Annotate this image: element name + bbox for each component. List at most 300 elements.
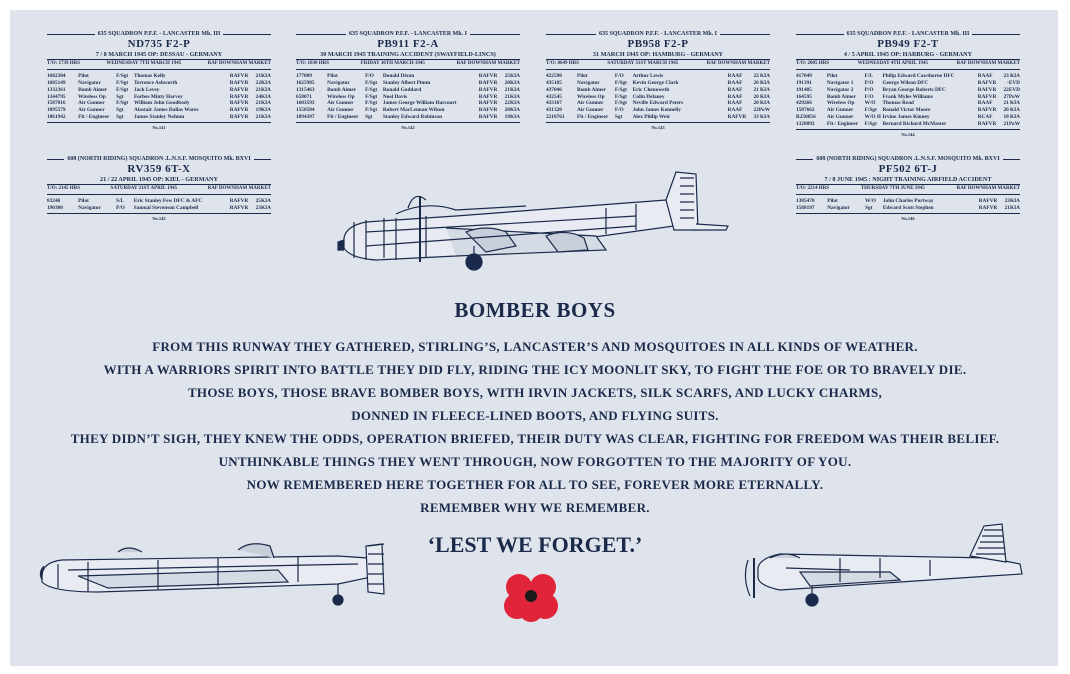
age: 22: [255, 79, 261, 86]
poem-line: FROM THIS RUNWAY THEY GATHERED, STIRLING’S, LANCASTER’S AND MOSQUITOES IN ALL KINDS OF WEATHER.: [152, 339, 918, 354]
air-force: RAFVR: [977, 93, 997, 100]
age: 22: [1003, 86, 1009, 93]
takeoff-line: [796, 186, 1020, 193]
crew-row: [296, 100, 520, 107]
takeoff-day: SATURDAY 21ST APRIL 1945: [110, 185, 178, 191]
status: EVD: [1008, 86, 1020, 93]
age: 21: [255, 86, 261, 93]
status: KIA: [260, 72, 271, 79]
status: KIA: [1009, 107, 1020, 114]
divider: [546, 122, 770, 123]
status: PoW: [758, 107, 770, 114]
service-number: 431320: [546, 107, 562, 114]
age: 20: [1003, 107, 1009, 114]
squadron-name: 608 (NORTH RIDING) SQUADRON .L.N.S.F. MOSQUITO Mk. BXVI: [816, 156, 1000, 162]
rank: F/Sgt: [365, 93, 378, 100]
age: 19: [255, 107, 261, 114]
aircraft-serial: PB911 F2-A: [377, 37, 439, 50]
service-number: 1603593: [296, 100, 315, 107]
rank: F/Sgt: [116, 72, 129, 79]
operation-line: 31 MARCH 1945 OP: HAMBURG - GERMANY: [592, 50, 724, 58]
rank: F/Sgt: [864, 107, 877, 114]
rank: F/Sgt: [116, 100, 129, 107]
crew-role: Wireless Op: [577, 93, 605, 100]
crew-role: Bomb Aimer: [577, 86, 606, 93]
crew-role: Air Gunner: [577, 107, 604, 114]
crew-role: Navigator: [827, 204, 850, 211]
crew-row: [47, 87, 271, 94]
rank: W/O: [864, 100, 876, 107]
crew-row: [47, 114, 271, 121]
crew-card-pb958: [546, 31, 770, 132]
service-number: 429266: [796, 100, 812, 107]
age: 25: [255, 197, 261, 204]
crew-role: Air Gunner: [78, 107, 105, 114]
crew-role: Flt / Engineer: [78, 114, 110, 121]
crew-role: Flt / Engineer: [577, 114, 609, 121]
crew-row: [546, 73, 770, 80]
takeoff-time: T/O: 2005 HRS: [796, 60, 830, 66]
age: 20: [753, 93, 759, 100]
air-force: RAFVR: [229, 114, 249, 121]
service-number: 422590: [546, 72, 562, 79]
crew-role: Pilot: [826, 72, 838, 79]
base-name: RAF DOWNHAM MARKET: [956, 185, 1020, 191]
air-force: RAFVR: [229, 100, 249, 107]
rank: F/Sgt: [614, 100, 627, 107]
divider: [47, 122, 271, 123]
service-number: 1344795: [47, 93, 66, 100]
crew-role: Navigator 1: [826, 79, 854, 86]
air-force: RAAF: [727, 72, 743, 79]
crew-name: Frank Myles Williams: [882, 93, 933, 100]
rank: F/Sgt: [614, 79, 627, 86]
squadron-name: 635 SQUADRON P.F.F. - LANCASTER Mk. III: [97, 31, 221, 37]
rank: F/O: [864, 93, 874, 100]
takeoff-day: SATURDAY 31ST MARCH 1945: [607, 60, 679, 66]
closing-line: ‘LEST WE FORGET.’: [427, 532, 643, 557]
poem-line: REMEMBER WHY WE REMEMBER.: [420, 500, 650, 515]
air-force: RAAF: [727, 79, 743, 86]
age: 23: [1004, 197, 1010, 204]
air-force: RAFVR: [229, 93, 249, 100]
crew-name: Stanley Edward Robinson: [382, 114, 443, 121]
air-force: RCAF: [977, 114, 993, 121]
card-number: No.144: [901, 132, 915, 138]
base-name: RAF DOWNHAM MARKET: [456, 60, 520, 66]
poem-line: THEY DIDN’T SIGH, THEY KNEW THE ODDS, OPERATION BRIEFED, THEIR DUTY WAS CLEAR, FIGHTING FOR FREEDOM WAS THEIR BELIEF.: [70, 431, 1000, 446]
status: KIA: [260, 79, 271, 86]
age: 21: [255, 114, 261, 121]
age: 24: [255, 93, 261, 100]
service-number: 1385470: [796, 197, 815, 204]
service-number: 437046: [546, 86, 562, 93]
crew-row: [796, 94, 1020, 101]
divider: [546, 59, 770, 60]
rank: Sgt: [865, 204, 873, 211]
age: 21: [1003, 121, 1009, 128]
status: PoW: [1008, 93, 1020, 100]
rank: F/Sgt: [116, 86, 129, 93]
crew-role: Pilot: [78, 197, 89, 204]
status: KIA: [759, 86, 770, 93]
air-force: RAFVR: [229, 86, 249, 93]
rank: F/Sgt: [365, 107, 378, 114]
squadron-header: [296, 31, 520, 38]
crew-name: Noel Davis: [382, 93, 408, 100]
air-force: RAAF: [727, 100, 743, 107]
crew-name: Kevin George Clark: [632, 79, 679, 86]
takeoff-time: T/O: 1030 HRS: [296, 60, 330, 66]
operation-line: 30 MARCH 1945 TRAINING ACCIDENT (SWAYFIELD-LINCS): [320, 50, 496, 58]
crew-name: Colin Delaney: [632, 93, 665, 100]
crew-name: Terrence Ashworth: [133, 79, 178, 86]
crew-role: Bomb Aimer: [78, 86, 108, 93]
takeoff-line: [796, 61, 1020, 68]
operation-line: 4 / 5 APRIL 1945 OP: HARBURG - GERMANY: [843, 50, 973, 58]
crew-row: [47, 205, 271, 212]
status: KIA: [509, 93, 520, 100]
crew-role: Air Gunner: [826, 107, 854, 114]
crew-name: Bernard Richard McMaster: [882, 121, 947, 128]
crew-card-pf502: [796, 156, 1020, 223]
crew-table: [796, 198, 1020, 212]
takeoff-day: WEDNESDAY 7TH MARCH 1945: [106, 60, 182, 66]
card-number: No.143: [651, 125, 665, 131]
age: 23: [255, 204, 261, 211]
crew-role: Wireless Op: [826, 100, 855, 107]
age: 21: [504, 93, 510, 100]
age: 23: [1003, 72, 1009, 79]
crew-role: Bomb Aimer: [826, 93, 856, 100]
poem-line: UNTHINKABLE THINGS THEY WENT THROUGH, NOW FORGOTTEN TO THE MAJORITY OF YOU.: [218, 454, 852, 469]
crew-name: Thomas Kelly: [133, 72, 166, 79]
crew-name: John Charles Portway: [882, 197, 934, 204]
status: KIA: [509, 114, 520, 121]
squadron-name: 635 SQUADRON P.F.F. - LANCASTER Mk. I: [348, 31, 468, 37]
crew-role: Navigator: [78, 79, 101, 86]
age: 20: [753, 100, 759, 107]
squadron-header: [796, 31, 1020, 38]
status: KIA: [1009, 114, 1020, 121]
air-force: RAFVR: [727, 114, 747, 121]
status: KIA: [260, 93, 271, 100]
crew-table: [796, 73, 1020, 128]
takeoff-time: T/O: 2145 HRS: [47, 185, 81, 191]
crew-table: [47, 198, 271, 212]
status: KIA: [1009, 72, 1020, 79]
crew-table: [296, 73, 520, 121]
status: KIA: [260, 197, 271, 204]
status: KIA: [509, 79, 520, 86]
crew-name: Irvine James Kinney: [882, 114, 930, 121]
service-number: 1682304: [47, 72, 66, 79]
air-force: RAFVR: [478, 100, 498, 107]
status: KIA: [260, 86, 271, 93]
crew-row: [47, 107, 271, 114]
crew-name: William John Goodbody: [133, 100, 190, 107]
crew-name: Philip Edward Cawthorne DFC: [882, 72, 955, 79]
squadron-header: [546, 31, 770, 38]
crew-name: James Stanley Nohum: [133, 114, 185, 121]
crew-card-rv359: [47, 156, 271, 223]
takeoff-time: T/O: 0649 HRS: [546, 60, 580, 66]
crew-row: [796, 114, 1020, 121]
divider: [47, 194, 271, 195]
status: KIA: [260, 114, 271, 121]
poppy-icon: [502, 570, 560, 624]
crew-role: Air Gunner: [826, 114, 854, 121]
service-number: 417049: [796, 72, 812, 79]
rank: Sgt: [365, 114, 373, 121]
crew-row: [296, 87, 520, 94]
divider: [47, 59, 271, 60]
age: 18: [1003, 114, 1009, 121]
age: 22: [753, 72, 759, 79]
air-force: RAFVR: [478, 79, 498, 86]
takeoff-time: T/O: 1739 HRS: [47, 60, 81, 66]
crew-table: [47, 73, 271, 121]
crew-role: Navigator: [327, 79, 350, 86]
service-number: 191405: [796, 86, 812, 93]
air-force: RAFVR: [229, 197, 249, 204]
crew-row: [796, 121, 1020, 128]
service-number: 1558504: [296, 107, 315, 114]
age: 21: [1004, 204, 1010, 211]
base-name: RAF DOWNHAM MARKET: [706, 60, 770, 66]
crew-row: [546, 94, 770, 101]
divider: [796, 59, 1020, 60]
status: KIA: [260, 100, 271, 107]
page-title: BOMBER BOYS: [454, 298, 616, 322]
takeoff-line: [47, 61, 271, 68]
base-name: RAF DOWNHAM MARKET: [207, 60, 271, 66]
service-number: 432545: [546, 93, 562, 100]
takeoff-time: T/O: 2214 HRS: [796, 185, 830, 191]
service-number: 2218761: [546, 114, 565, 121]
divider: [796, 129, 1020, 130]
air-force: RAFVR: [977, 79, 997, 86]
poem-line: THOSE BOYS, THOSE BRAVE BOMBER BOYS, WITH IRVIN JACKETS, SILK SCARFS, AND LUCKY CHARMS,: [187, 385, 883, 400]
age: 25: [504, 72, 510, 79]
crew-row: [796, 100, 1020, 107]
air-force: RAFVR: [478, 72, 498, 79]
status: KIA: [509, 72, 520, 79]
crew-row: [47, 100, 271, 107]
rank: W/O: [865, 197, 876, 204]
rank: F/O: [365, 72, 374, 79]
air-force: RAFVR: [478, 93, 498, 100]
age: 21: [504, 86, 510, 93]
age: 21: [753, 86, 759, 93]
crew-row: [796, 80, 1020, 87]
status: KIA: [759, 72, 770, 79]
rank: W/O II: [864, 114, 881, 121]
crew-name: Stanley Albert Pimm: [382, 79, 431, 86]
aircraft-serial: ND735 F2-P: [127, 37, 191, 50]
crew-row: [796, 205, 1020, 212]
crew-role: Navigator: [78, 204, 101, 211]
divider: [296, 59, 520, 60]
crew-row: [796, 73, 1020, 80]
crew-name: Bryan George Roberts DFC: [882, 86, 946, 93]
rank: F/Sgt: [864, 121, 877, 128]
crew-name: John James Kennelly: [632, 107, 681, 114]
rank: F/Sgt: [116, 79, 129, 86]
air-force: RAAF: [977, 100, 993, 107]
takeoff-line: [296, 61, 520, 68]
service-number: 164595: [796, 93, 812, 100]
crew-card-nd735: [47, 31, 271, 132]
rank: F/Sgt: [614, 86, 627, 93]
crew-row: [47, 94, 271, 101]
service-number: 1588197: [796, 204, 815, 211]
age: 22: [753, 107, 759, 114]
status: KIA: [509, 86, 520, 93]
aircraft-serial: RV359 6T-X: [127, 162, 191, 175]
crew-name: Thomas Read: [882, 100, 914, 107]
crew-role: Pilot: [577, 72, 588, 79]
crew-name: Robert MacLennan Wilson: [382, 107, 445, 114]
crew-role: Air Gunner: [577, 100, 604, 107]
rank: Sgt: [614, 114, 623, 121]
takeoff-line: [47, 186, 271, 193]
service-number: 1332361: [47, 86, 66, 93]
poem-line: DONNED IN FLEECE-LINED BOOTS, AND FLYING SUITS.: [351, 408, 719, 423]
base-name: RAF DOWNHAM MARKET: [207, 185, 271, 191]
aircraft-serial: PB958 F2-P: [627, 37, 689, 50]
age: 20: [504, 107, 510, 114]
operation-line: 21 / 22 APRIL 1945 OP: KIEL - GERMANY: [100, 175, 218, 183]
crew-row: [546, 80, 770, 87]
service-number: 1894397: [296, 114, 315, 121]
crew-role: Wireless Op: [78, 93, 106, 100]
air-force: RAFVR: [977, 86, 997, 93]
crew-role: Flt / Engineer: [327, 114, 359, 121]
squadron-name: 635 SQUADRON P.F.F. - LANCASTER Mk. I: [598, 31, 718, 37]
air-force: RAFVR: [229, 72, 249, 79]
age: 19: [504, 114, 510, 121]
divider: [296, 122, 520, 123]
divider: [47, 69, 271, 70]
operation-line: 7 / 8 MARCH 1945 OP: DESSAU - GERMANY: [95, 50, 223, 58]
age: 21: [255, 100, 261, 107]
air-force: RAFVR: [978, 197, 998, 204]
rank: P/O: [116, 204, 125, 211]
divider: [796, 184, 1020, 185]
air-force: RAFVR: [229, 79, 249, 86]
service-number: 83246: [47, 197, 61, 204]
service-number: 1587016: [47, 100, 66, 107]
service-number: 1861942: [47, 114, 66, 121]
air-force: RAFVR: [977, 121, 997, 128]
air-force: RAFVR: [229, 204, 249, 211]
card-number: No.142: [401, 125, 415, 131]
rank: S/L: [116, 197, 124, 204]
crew-role: Air Gunner: [327, 107, 354, 114]
crew-card-pb911: [296, 31, 520, 132]
crew-row: [796, 198, 1020, 205]
crew-row: [546, 100, 770, 107]
service-number: 1895579: [47, 107, 66, 114]
air-force: RAFVR: [229, 107, 249, 114]
crew-name: Samual Stevenson Campbell: [133, 204, 199, 211]
rank: Sgt: [116, 114, 124, 121]
squadron-header: [47, 31, 271, 38]
service-number: 1315463: [296, 86, 315, 93]
crew-role: Navigator 2: [826, 86, 854, 93]
rank: F/Sgt: [365, 86, 378, 93]
air-force: RAFVR: [978, 204, 998, 211]
rank: F/L: [864, 72, 873, 79]
air-force: RAFVR: [478, 114, 498, 121]
service-number: 177009: [296, 72, 312, 79]
status: KIA: [509, 100, 520, 107]
crew-row: [47, 198, 271, 205]
crew-role: Pilot: [827, 197, 838, 204]
crew-name: Ronald Victor Moore: [882, 107, 931, 114]
divider: [47, 184, 271, 185]
crew-role: Pilot: [327, 72, 338, 79]
rank: F/Sgt: [365, 100, 378, 107]
crew-name: George Wilson DFC: [882, 79, 929, 86]
service-number: 1320892: [796, 121, 815, 128]
rank: Sgt: [116, 93, 124, 100]
status: KIA: [1009, 204, 1020, 211]
status: KIA: [759, 100, 770, 107]
crew-row: [296, 107, 520, 114]
crew-row: [796, 87, 1020, 94]
age: -: [1007, 79, 1009, 86]
card-number: No.146: [901, 215, 915, 221]
aircraft-serial: PF502 6T-J: [878, 162, 938, 175]
crew-role: Air Gunner: [327, 100, 354, 107]
card-number: No.141: [152, 125, 166, 131]
status: KIA: [260, 204, 271, 211]
age: 20: [504, 79, 510, 86]
poem-line: NOW REMEMBERED HERE TOGETHER FOR ALL TO SEE, FOREVER MORE ETERNALLY.: [246, 477, 824, 492]
crew-row: [546, 107, 770, 114]
rank: P/O: [864, 79, 874, 86]
crew-name: Alastair James Dallas Wares: [133, 107, 199, 114]
status: PoW: [1008, 121, 1020, 128]
service-number: 190300: [47, 204, 63, 211]
air-force: RAAF: [977, 72, 993, 79]
age: 27: [1003, 93, 1009, 100]
squadron-name: 635 SQUADRON P.F.F. - LANCASTER Mk. III: [846, 31, 970, 37]
status: KIA: [260, 107, 271, 114]
age: 33: [753, 114, 759, 121]
crew-name: Edward Scott Stephen: [882, 204, 934, 211]
air-force: RAAF: [727, 107, 743, 114]
age: 21: [1003, 100, 1009, 107]
crew-row: [47, 73, 271, 80]
service-number: 1587662: [796, 107, 815, 114]
air-force: RAAF: [727, 86, 743, 93]
status: KIA: [759, 114, 770, 121]
air-force: RAFVR: [977, 107, 997, 114]
air-force: RAFVR: [478, 86, 498, 93]
crew-name: Arthur Lewis: [632, 72, 664, 79]
status: KIA: [1009, 197, 1020, 204]
crew-name: Jack Levey: [133, 86, 160, 93]
crew-row: [296, 80, 520, 87]
operation-line: 7 / 8 JUNE 1945 : NIGHT TRAINING AIRFIELD ACCIDENT: [824, 175, 992, 183]
aircraft-serial: PB949 F2-T: [877, 37, 939, 50]
crew-name: Forbes Minty Harvey: [133, 93, 183, 100]
crew-card-pb949: [796, 31, 1020, 139]
rank: F/Sgt: [614, 93, 627, 100]
